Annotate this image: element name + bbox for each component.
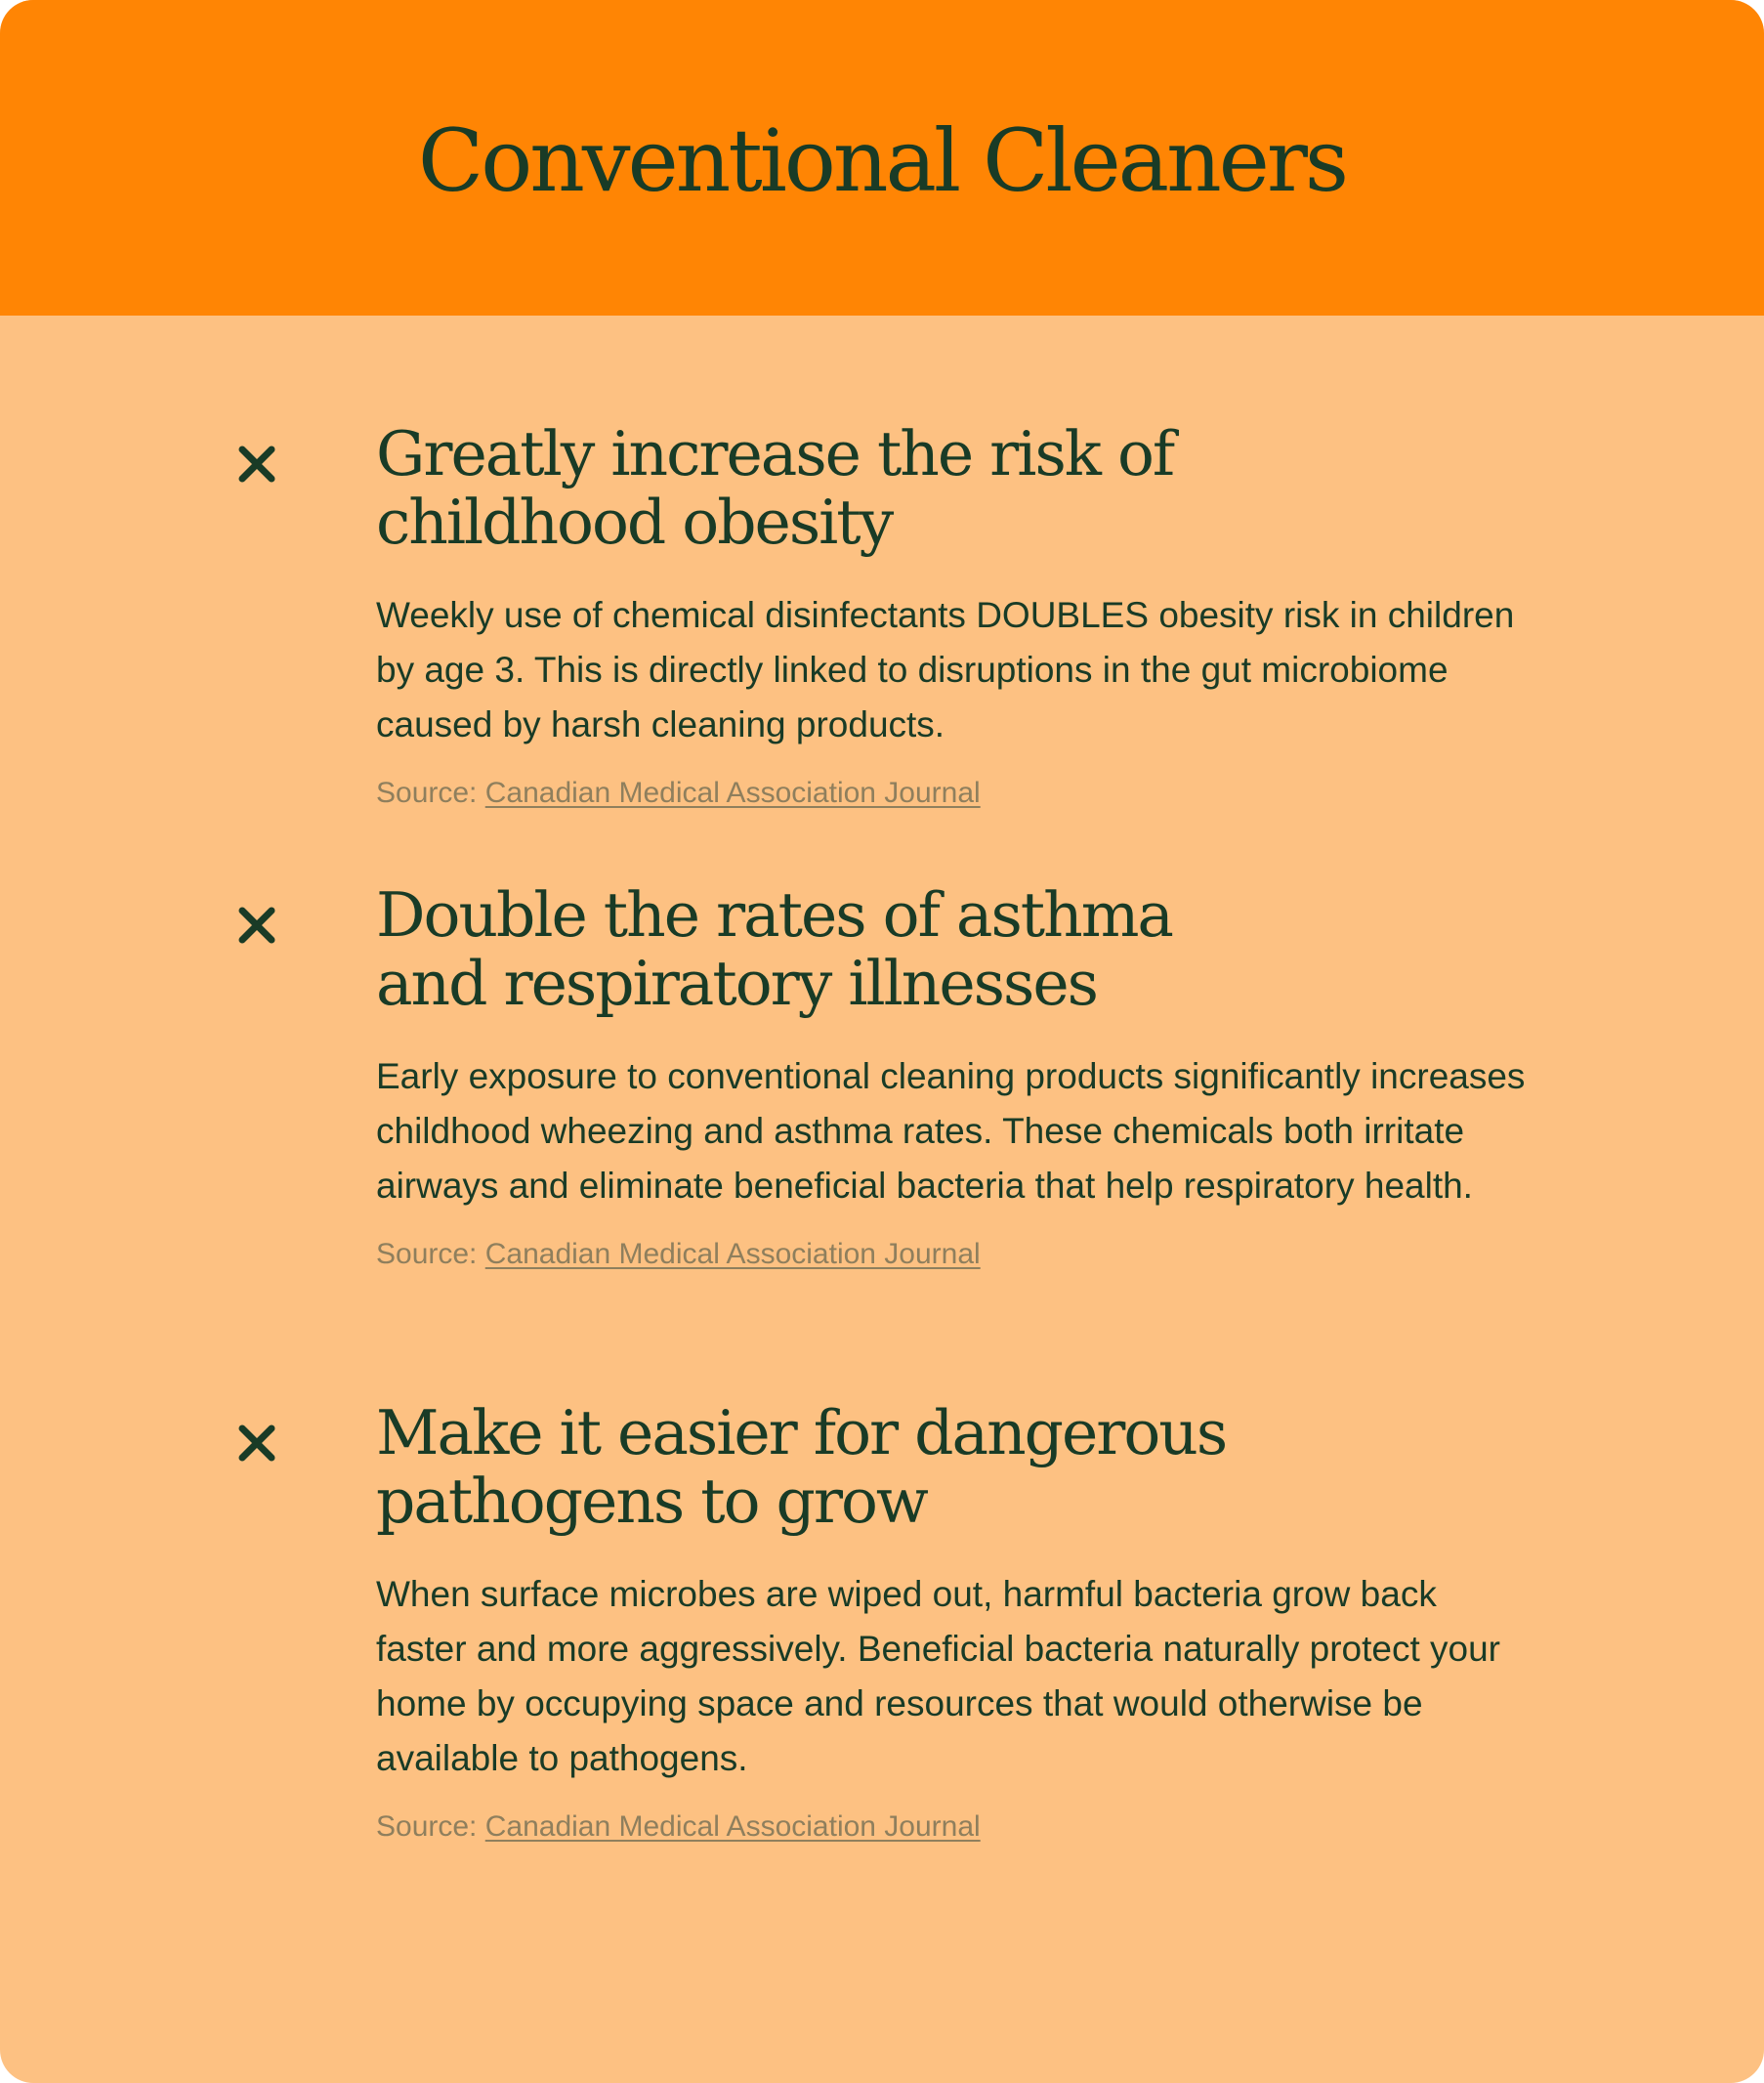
x-icon [234, 903, 279, 948]
item-title: Greatly increase the risk of childhood obesity [376, 418, 1174, 558]
item-description: When surface microbes are wiped out, harmful bacteria grow back faster and more aggressively. Beneficial bacteria naturally protect your home by occupying space and resources that would otherwise be available to pathogens. [376, 1574, 1500, 1778]
item-description: Weekly use of chemical disinfectants DOUBLES obesity risk in children by age 3. This is directly linked to disruptions in the gut microbiome caused by harsh cleaning products. [376, 595, 1515, 744]
item-content [376, 1399, 1529, 1847]
source-link[interactable]: Canadian Medical Association Journal [484, 1238, 981, 1270]
source-label: Source: [376, 1810, 478, 1843]
item-title: Double the rates of asthma and respiratory illnesses [376, 879, 1172, 1019]
item-source [376, 1807, 1529, 1847]
item-source [376, 774, 1529, 813]
item-content [376, 420, 1529, 813]
source-label: Source: [376, 777, 478, 809]
item-description: Early exposure to conventional cleaning products significantly increases childhood wheezing and asthma rates. These chemicals both irritate airways and eliminate beneficial bacteria that help respiratory health. [376, 1056, 1526, 1206]
x-icon [234, 442, 279, 487]
card-header [0, 0, 1764, 316]
item-source [376, 1235, 1529, 1274]
x-icon [234, 1421, 279, 1466]
source-link[interactable]: Canadian Medical Association Journal [484, 1810, 981, 1843]
source-label: Source: [376, 1238, 478, 1270]
item-content [376, 881, 1529, 1274]
source-link[interactable]: Canadian Medical Association Journal [484, 777, 981, 809]
card-title: Conventional Cleaners [417, 110, 1347, 211]
item-title: Make it easier for dangerous pathogens to grow [376, 1397, 1227, 1537]
